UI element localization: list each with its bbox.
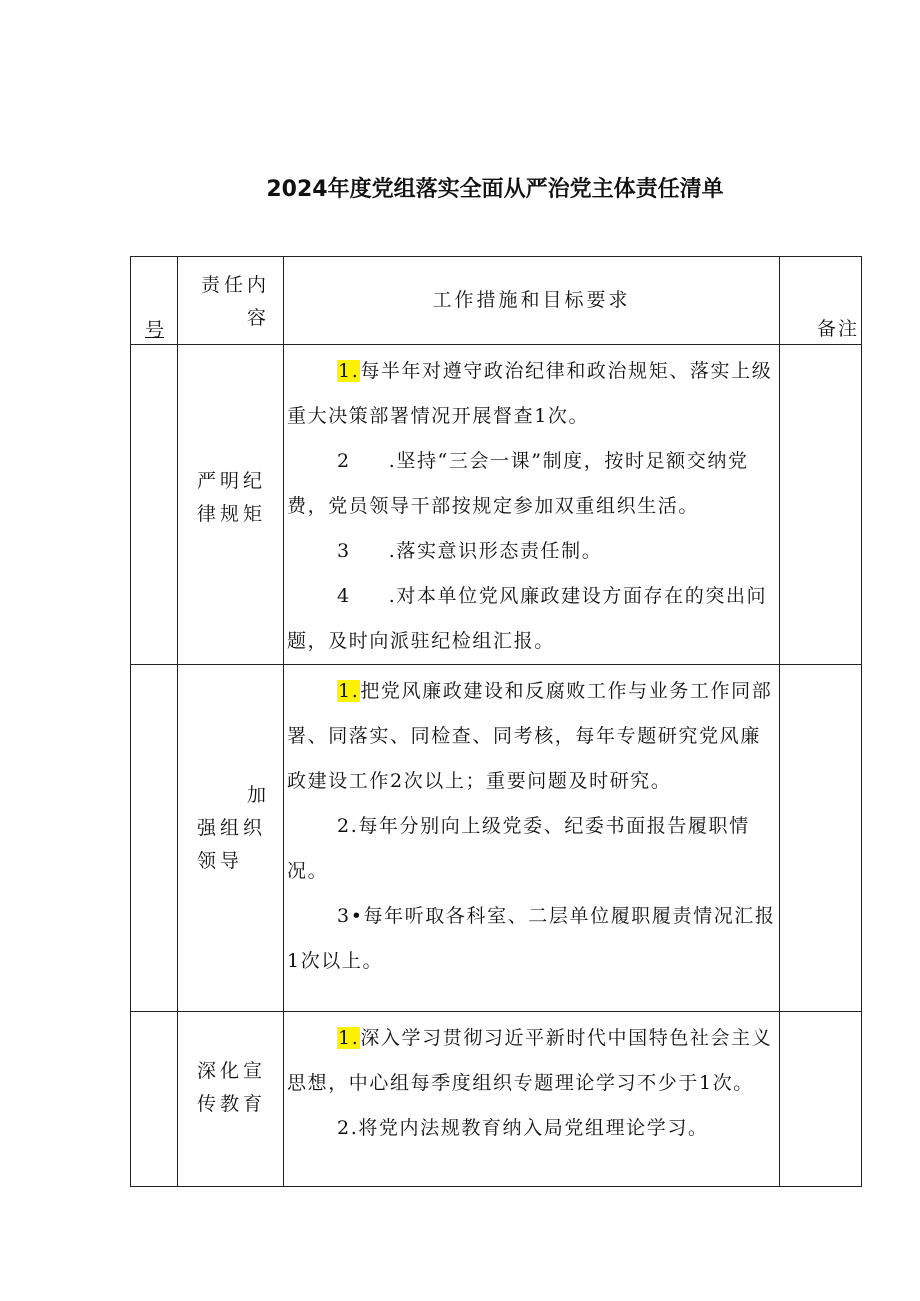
measure-item — [287, 894, 777, 984]
measure-text: 将党内法规教育纳入局党组理论学习。 — [358, 1117, 709, 1139]
measure-number: 3• — [337, 905, 364, 927]
measure-item — [287, 574, 777, 664]
row-remark-cell — [780, 1012, 862, 1187]
measure-number: 2. — [337, 1117, 359, 1139]
measure-text: .坚持“三会一课”制度，按时足额交纳党费，党员领导干部按规定参加双重组织生活。 — [287, 450, 749, 517]
row-measures-cell — [284, 665, 780, 1012]
measure-number: 4 — [337, 585, 351, 607]
row-measures-cell — [284, 1012, 780, 1187]
measure-item — [287, 669, 777, 804]
table-row — [131, 665, 862, 1012]
measure-number: 1. — [338, 680, 360, 702]
measure-item — [287, 349, 777, 439]
measure-item — [287, 439, 777, 529]
measures-list — [284, 345, 779, 664]
responsibility-table — [130, 256, 862, 1187]
measure-number: 1. — [338, 1027, 360, 1049]
measures-list — [284, 1012, 779, 1151]
measure-item — [287, 1016, 777, 1106]
row-category-cell — [178, 665, 284, 1012]
row-no-cell — [131, 1012, 178, 1187]
measure-text: .对本单位党风廉政建设方面存在的突出问题，及时向派驻纪检组汇报。 — [287, 585, 768, 652]
header-cell-remark — [780, 257, 862, 345]
table-header-row — [131, 257, 862, 345]
header-remark-label: 备注 — [816, 318, 859, 340]
category-label: 严明纪律规矩 — [197, 469, 267, 525]
table-row — [131, 345, 862, 665]
row-no-cell — [131, 345, 178, 665]
row-remark-cell — [780, 665, 862, 1012]
measure-text: 把党风廉政建设和反腐败工作与业务工作同部署、同落实、同检查、同考核，每年专题研究党风廉政建设工作2次以上；重要问题及时研究。 — [287, 680, 773, 792]
row-category-cell — [178, 345, 284, 665]
row-category-cell — [178, 1012, 284, 1187]
measure-item — [287, 804, 777, 894]
header-cell-measures — [284, 257, 780, 345]
header-no-label: 号 — [145, 319, 165, 341]
header-cell-content — [178, 257, 284, 345]
header-measures-label: 工作措施和目标要求 — [432, 289, 631, 311]
measure-item — [287, 1106, 777, 1151]
measure-text: .落实意识形态责任制。 — [388, 540, 603, 562]
row-remark-cell — [780, 345, 862, 665]
category-label: 深化宣传教育 — [197, 1060, 267, 1115]
header-content-label: 责任内容 — [200, 274, 270, 329]
measure-number: 1. — [338, 360, 360, 382]
measures-list — [284, 665, 779, 984]
measure-number: 3 — [337, 540, 351, 562]
measure-text: 深入学习贯彻习近平新时代中国特色社会主义思想，中心组每季度组织专题理论学习不少于1次。 — [287, 1027, 773, 1094]
measure-item — [287, 529, 777, 574]
measure-number: 2 — [337, 450, 351, 472]
row-no-cell — [131, 665, 178, 1012]
table-row — [131, 1012, 862, 1187]
category-label: 加强组织领导 — [197, 783, 271, 872]
header-cell-no — [131, 257, 178, 345]
measure-number: 2. — [337, 815, 359, 837]
measure-text: 每年听取各科室、二层单位履职履责情况汇报1次以上。 — [287, 905, 776, 972]
measure-text: 每半年对遵守政治纪律和政治规矩、落实上级重大决策部署情况开展督查1次。 — [287, 360, 773, 427]
measure-text: 每年分别向上级党委、纪委书面报告履职情况。 — [287, 815, 750, 882]
document-title: 2024年度党组落实全面从严治党主体责任清单 — [266, 177, 724, 202]
row-measures-cell — [284, 345, 780, 665]
